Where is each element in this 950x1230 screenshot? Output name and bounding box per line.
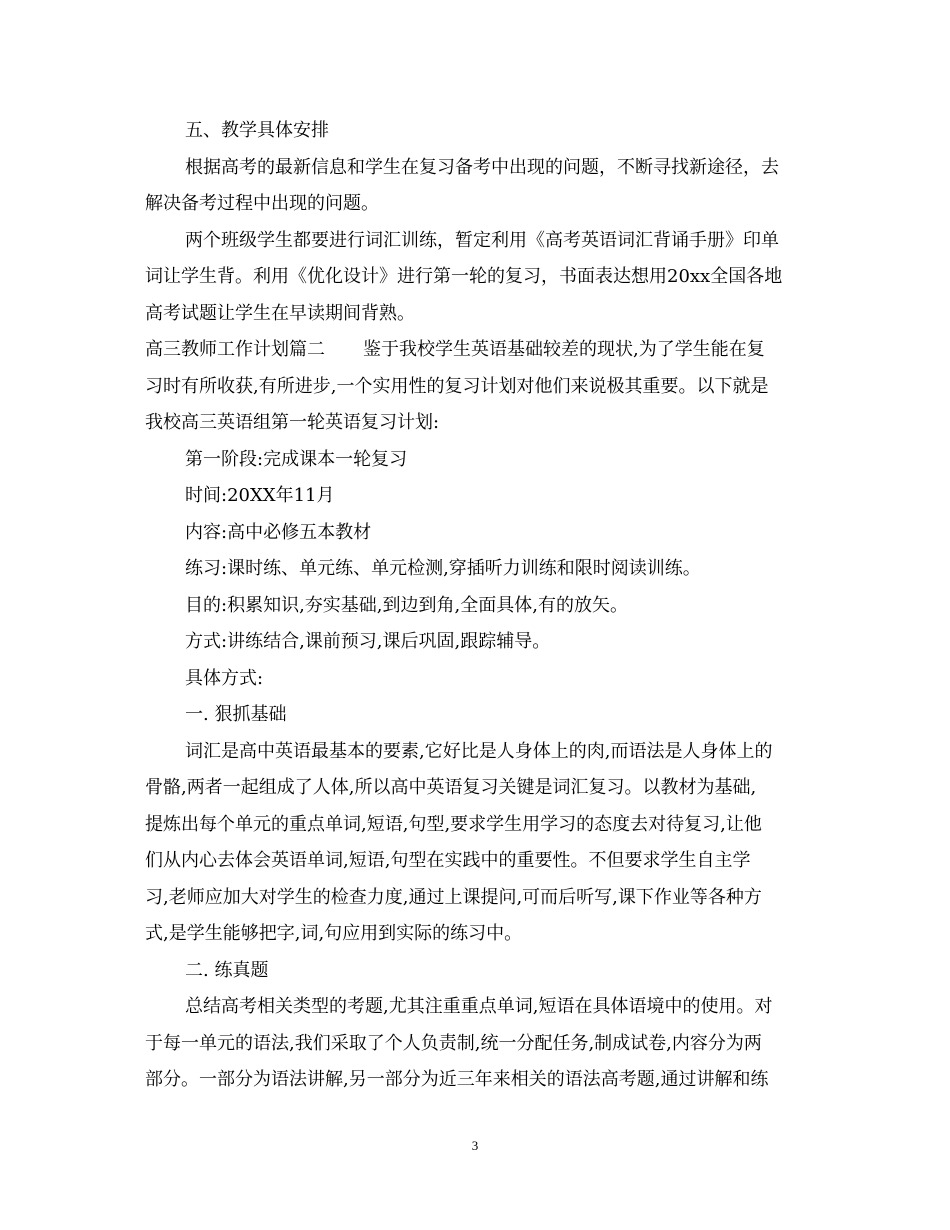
document-body (145, 113, 810, 1099)
paragraph-line: 习时有所收获,有所进步,一个实用性的复习计划对他们来说极其重要。以下就是 (145, 375, 769, 397)
plan-item-goal: 目的:积累知识,夯实基础,到边到角,全面具体,有的放矢。 (185, 594, 628, 616)
paragraph-line: 词让学生背。利用《优化设计》进行第一轮的复习，书面表达想用20xx全国各地 (145, 266, 783, 287)
paragraph-line: 们从内心去体会英语单词,短语,句型在实践中的重要性。不但要求学生自主学 (145, 850, 751, 871)
stage-heading: 第一阶段:完成课本一轮复习 (185, 448, 408, 470)
plan-item-time: 时间:20XX年11月 (185, 485, 335, 506)
paragraph-line: 部分。一部分为语法讲解,另一部分为近三年来相关的语法高考题,通过讲解和练 (145, 1069, 769, 1090)
paragraph-line: 根据高考的最新信息和学生在复习备考中出现的问题，不断寻找新途径，去 (185, 156, 779, 178)
paragraph-line: 于每一单元的语法,我们采取了个人负责制,统一分配任务,制成试卷,内容分为两 (145, 1032, 762, 1054)
page-number: 3 (471, 1138, 479, 1153)
paragraph-line: 我校高三英语组第一轮英语复习计划: (145, 412, 440, 433)
plan-item-method: 方式:讲练结合,课前预习,课后巩固,跟踪辅导。 (185, 631, 551, 652)
paragraph-line: 提炼出每个单元的重点单词,短语,句型,要求学生用学习的态度去对待复习,让他 (145, 813, 762, 835)
list-heading-2: 二. 练真题 (185, 959, 269, 981)
paragraph-line: 式,是学生能够把字,词,句应用到实际的练习中。 (145, 923, 523, 944)
paragraph-line: 习,老师应加大对学生的检查力度,通过上课提问,可而后听写,课下作业等各种方 (145, 886, 762, 908)
article-title: 高三教师工作计划篇二 (145, 339, 325, 360)
paragraph-line: 总结高考相关类型的考题,尤其注重重点单词,短语在具体语境中的使用。对 (185, 996, 773, 1017)
paragraph-line: 高考试题让学生在早读期间背熟。 (145, 302, 415, 324)
paragraph-text: 鉴于我校学生英语基础较差的现状,为了学生能在复 (363, 339, 765, 360)
paragraph-line: 解决备考过程中出现的问题。 (145, 193, 379, 214)
paragraph-line (145, 332, 810, 369)
paragraph-line: 词汇是高中英语最基本的要素,它好比是人身体上的肉,而语法是人身体上的 (185, 740, 773, 762)
paragraph-line: 两个班级学生都要进行词汇训练，暂定利用《高考英语词汇背诵手册》印单 (185, 229, 779, 251)
paragraph-line: 骨骼,两者一起组成了人体,所以高中英语复习关键是词汇复习。以教材为基础, (145, 777, 757, 798)
plan-item-content: 内容:高中必修五本教材 (185, 521, 372, 543)
section-heading: 五、教学具体安排 (185, 120, 329, 141)
subsection-label: 具体方式: (185, 667, 264, 689)
list-heading-1: 一. 狠抓基础 (185, 704, 287, 725)
plan-item-practice: 练习:课时练、单元练、单元检测,穿插听力训练和限时阅读训练。 (185, 558, 701, 579)
